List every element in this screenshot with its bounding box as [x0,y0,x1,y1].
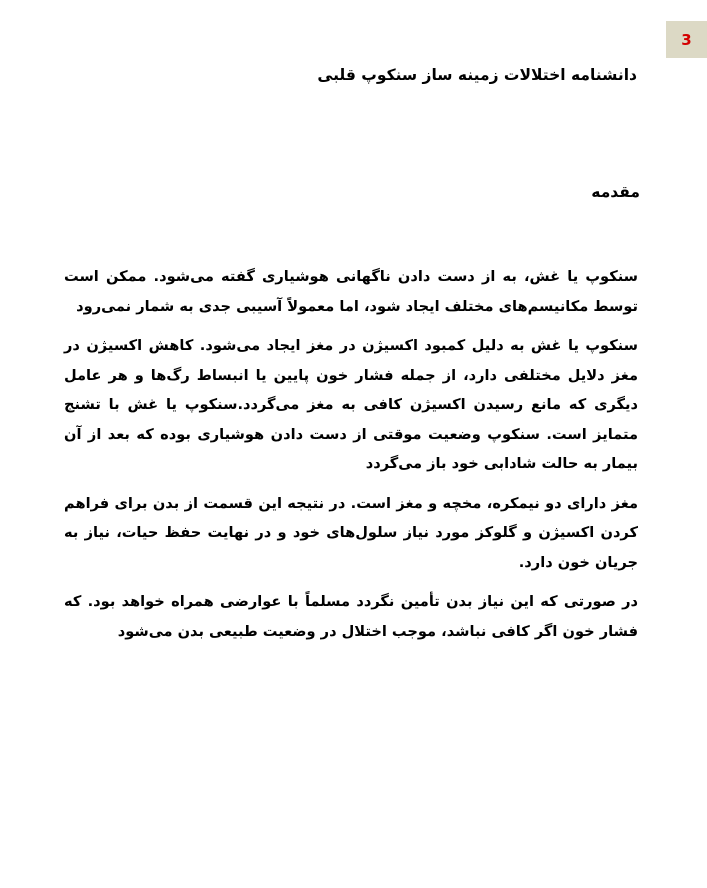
paragraph: مغز دارای دو نیمکره، مخچه و مغز است. در نتیجه این قسمت از بدن برای فراهم کردن اکسیژن و گلوکز مورد نیاز سلول‌های خود و در نهایت حفظ حیات، نیاز به جریان خون دارد. [64,494,638,571]
section-heading: مقدمه [591,183,640,201]
page-number-badge: 3 [666,21,707,58]
body-text [64,262,638,656]
paragraph: در صورتی که این نیاز بدن تأمین نگردد مسلماً با عوارضی همراه خواهد بود. که فشار خون اگر کافی نباشد، موجب اختلال در وضعیت طبیعی بدن می‌شود [64,593,638,640]
document-header-title: دانشنامه اختلالات زمینه ساز سنکوپ قلبی [317,66,637,84]
paragraph: سنکوپ یا غش به دلیل کمبود اکسیژن در مغز ایجاد می‌شود. کاهش اکسیژن در مغز دلایل مختلفی دارد، از جمله فشار خون پایین یا انبساط رگ‌ها و هر عامل دیگری که مانع رسیدن اکسیژن کافی به مغز می‌گردد.سنکوپ یا غش با تشنج متمایز است. سنکوپ وضعیت موقتی از دست دادن هوشیاری بوده که بعد از آن بیمار به حالت شادابی خود باز می‌گردد [64,337,638,472]
paragraph: سنکوپ یا غش، به از دست دادن ناگهانی هوشیاری گفته می‌شود. ممکن است توسط مکانیسم‌های مختلف ایجاد شود، اما معمولاً آسیبی جدی به شمار نمی‌رود [64,268,638,315]
